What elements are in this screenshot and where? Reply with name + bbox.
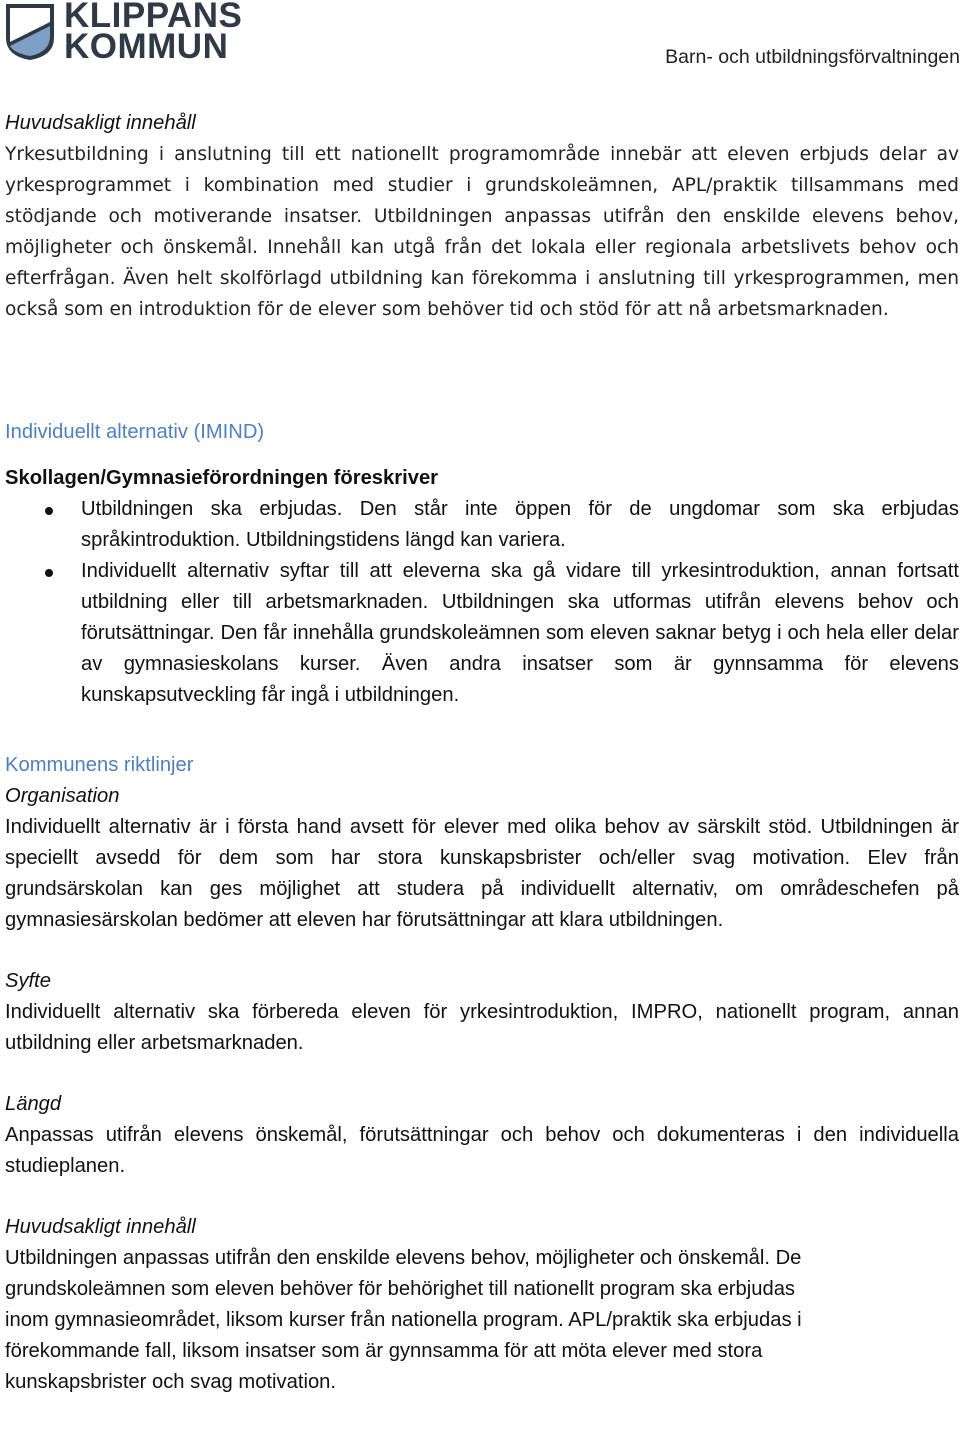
text-line: inom gymnasieområdet, liksom kurser från nationella program. APL/praktik ska erbjudas i (5, 1309, 802, 1331)
section-general (5, 108, 959, 325)
regulations-list (5, 494, 959, 711)
section-title-imind: Individuellt alternativ (IMIND) (5, 421, 265, 443)
klippan-logo-icon (4, 2, 56, 62)
section-imind (5, 417, 959, 711)
bullet-icon (45, 569, 53, 577)
logo-wordmark: KLIPPANS KOMMUN (64, 0, 243, 66)
paragraph-organisation: Individuellt alternativ är i första hand avsett för elever med olika behov av särskilt stöd. Utbildningen är speciellt avsedd för dem som har stora kunskapsbrister och/eller svag motivation. Elev från grundsärskolan kan ges möjlighet att studera på individuellt alternativ, om områdeschefen på gymnasiesärskolan bedömer att eleven har förutsättningar att klara utbildningen. (5, 816, 959, 931)
paragraph-main-content: Yrkesutbildning i anslutning till ett nationellt programområde innebär att eleven erbjuds delar av yrkesprogrammet i kombination med studier i grundskoleämnen, APL/praktik tillsammans med stödjande och motiverande insatser. Utbildningen anpassas utifrån den enskilde elevens behov, möjligheter och önskemål. Innehåll kan utgå från det lokala eller regionala arbetslivets behov och efterfrågan. Även helt skolförlagd utbildning kan förekomma i anslutning till yrkesprogrammen, men också som en introduktion för de elever som behöver tid och stöd för att nå arbetsmarknaden. (5, 144, 959, 320)
list-item: Individuellt alternativ syftar till att eleverna ska gå vidare till yrkesintroduktion, annan fortsatt utbildning eller till arbetsmarknaden. Utbildningen ska utformas utifrån elevens behov och förutsättningar. Den får innehålla grundskoleämnen som eleven saknar betyg i och hela eller delar av gymnasieskolans kurser. Även andra insatser som är gynnsamma för elevens kunskapsutveckling får ingå i utbildningen. (5, 556, 959, 711)
heading-main-content: Huvudsakligt innehåll (5, 112, 196, 134)
text-line: kunskapsbrister och svag motivation. (5, 1371, 337, 1393)
text-line: grundskoleämnen som eleven behöver för behörighet till nationellt program ska erbjudas (5, 1278, 796, 1300)
subheading-regulations: Skollagen/Gymnasieförordningen föreskriver (5, 467, 439, 489)
bullet-icon (45, 507, 53, 515)
heading-langd: Längd (5, 1093, 62, 1115)
paragraph-content (5, 1243, 959, 1398)
paragraph-syfte: Individuellt alternativ ska förbereda eleven för yrkesintroduktion, IMPRO, nationellt program, annan utbildning eller arbetsmarknaden. (5, 1001, 959, 1054)
section-guidelines (5, 750, 959, 1398)
heading-syfte: Syfte (5, 970, 52, 992)
text-line: Utbildningen anpassas utifrån den enskilde elevens behov, möjligheter och önskemål. De (5, 1247, 802, 1269)
text-line: förekommande fall, liksom insatser som är gynnsamma för att möta elever med stora (5, 1340, 763, 1362)
paragraph-langd: Anpassas utifrån elevens önskemål, förutsättningar och behov och dokumenteras i den individuella studieplanen. (5, 1124, 959, 1177)
heading-organisation: Organisation (5, 785, 120, 807)
klippan-logo (4, 0, 243, 70)
list-item: Utbildningen ska erbjudas. Den står inte öppen för de ungdomar som ska erbjudas språkintroduktion. Utbildningstidens längd kan variera. (5, 494, 959, 556)
section-title-guidelines: Kommunens riktlinjer (5, 754, 194, 776)
heading-content: Huvudsakligt innehåll (5, 1216, 196, 1238)
department-name: Barn- och utbildningsförvaltningen (665, 46, 960, 68)
